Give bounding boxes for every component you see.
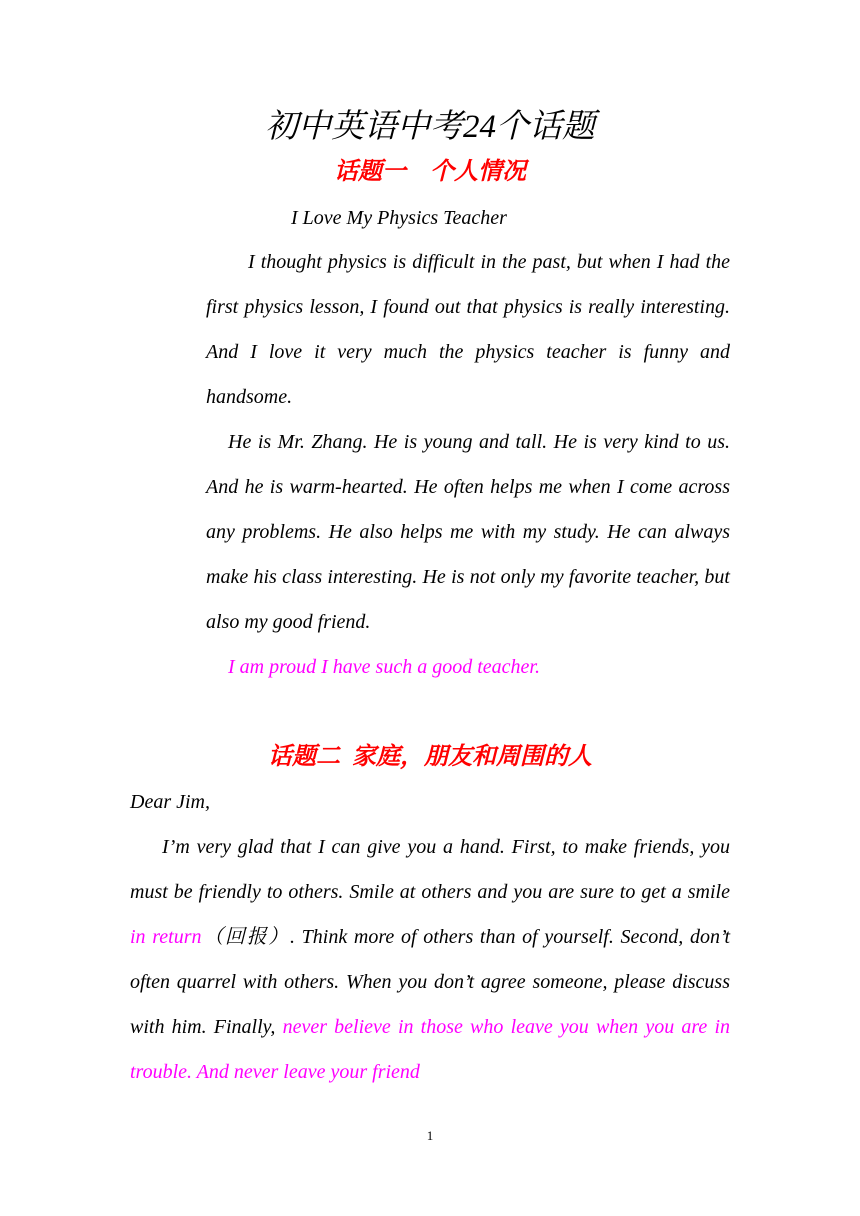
- highlight-phrase: in return: [130, 926, 202, 948]
- topic-2-paragraph-1: [130, 825, 730, 1095]
- topic-1-body: [206, 240, 730, 690]
- chinese-gloss: （回报）: [201, 926, 290, 948]
- essay-title: I Love My Physics Teacher: [291, 207, 507, 229]
- topic-1-heading: 话题一 个人情况: [334, 159, 526, 185]
- topic-2-body: [130, 780, 730, 1095]
- topic-1-paragraph-1: I thought physics is difficult in the past, but when I had the first physics lesson, I found out that physics is really interesting. And I love it very much the physics teacher is funny and handsome.: [206, 251, 730, 408]
- page-number: 1: [426, 1128, 434, 1143]
- document-title: 初中英语中考24个话题: [265, 109, 595, 145]
- topic-2-heading: 话题二 家庭，朋友和周围的人: [268, 744, 592, 770]
- highlight-sentence: never believe in those who leave you when you are in trouble. And never leave your friend: [130, 1016, 731, 1083]
- topic-1-closing-sentence: I am proud I have such a good teacher.: [228, 656, 540, 678]
- paragraph-text: I’m very glad that I can give you a hand. First, to make friends, you must be friendly to others. Smile at others and you are sure to get a smile: [130, 836, 730, 903]
- letter-salutation: Dear Jim,: [130, 791, 210, 813]
- topic-1-paragraph-2: He is Mr. Zhang. He is young and tall. He is very kind to us. And he is warm-hearted. He often helps me when I come across any problems. He also helps me with my study. He can always make his class interesting. He is not only my favorite teacher, but also my good friend.: [206, 431, 730, 633]
- paragraph-text: . Think more of others than of yourself. Second, don’t often quarrel with others. When you don’t agree someone, please discuss with him. Finally,: [130, 926, 730, 1038]
